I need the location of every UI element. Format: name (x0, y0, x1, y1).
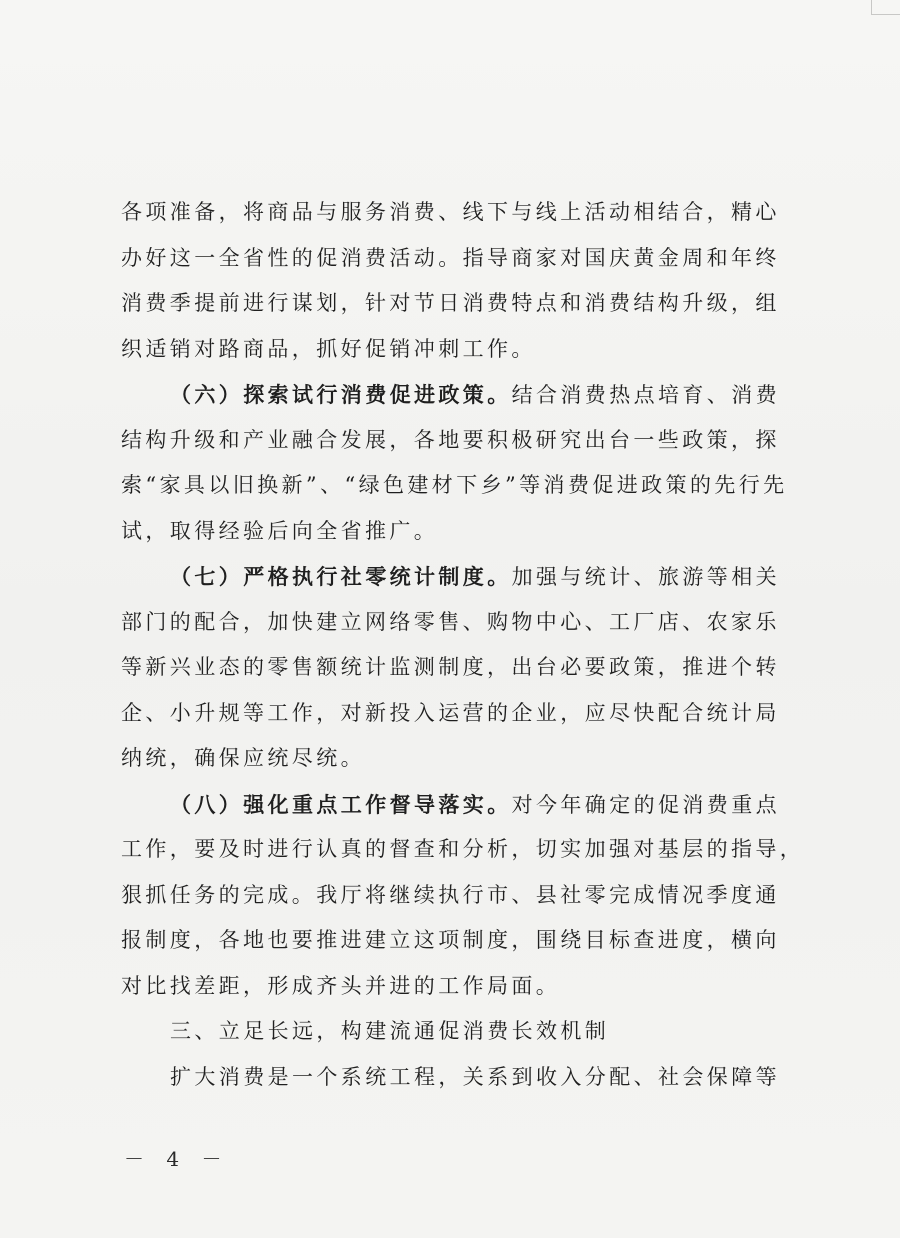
text-line: 结构升级和产业融合发展，各地要积极研究出台一些政策，探 (121, 427, 780, 452)
text-line: 各项准备，将商品与服务消费、线下与线上活动相结合，精心 (121, 200, 780, 224)
paragraph-text: 加强与统计、旅游等相关 (511, 565, 781, 589)
paragraph-first-line (121, 554, 781, 600)
text-line: 部门的配合，加快建立网络零售、购物中心、工厂店、农家乐 (121, 609, 780, 634)
text-line: 纳统，确保应统尽统。 (121, 746, 365, 770)
text-line: 企、小升规等工作，对新投入运营的企业，应尽快配合统计局 (121, 700, 780, 725)
text-line: 试，取得经验后向全省推广。 (121, 518, 439, 543)
paragraph-text: 结合消费热点培育、消费 (511, 383, 781, 407)
text-line: 报制度，各地也要推进建立这项制度，围绕目标查进度，横向 (121, 928, 780, 952)
body-text (121, 190, 805, 1100)
text-line: 工作，要及时进行认真的督查和分析，切实加强对基层的指导， (121, 837, 805, 861)
paragraph-first-line (121, 782, 781, 828)
paragraph-heading: （六）探索试行消费促进政策。 (170, 382, 512, 407)
scan-corner-mark (871, 0, 900, 15)
paragraph-first-line (121, 372, 781, 418)
text-line: 对比找差距，形成齐头并进的工作局面。 (121, 973, 561, 998)
text-line: 等新兴业态的零售额统计监测制度，出台必要政策，推进个转 (121, 655, 780, 679)
text-line: 索“家具以旧换新”、“绿色建材下乡”等消费促进政策的先行先 (121, 473, 788, 497)
text-line: 狠抓任务的完成。我厅将继续执行市、县社零完成情况季度通 (121, 882, 780, 907)
paragraph-text: 对今年确定的促消费重点 (511, 792, 781, 817)
paragraph-heading: （八）强化重点工作督导落实。 (170, 791, 512, 817)
page-number: － 4 － (124, 1147, 230, 1171)
text-line: 办好这一全省性的促消费活动。指导商家对国庆黄金周和年终 (121, 245, 780, 270)
text-line: 织适销对路商品，抓好促销冲刺工作。 (121, 336, 536, 361)
section-heading: 三、立足长远，构建流通促消费长效机制 (170, 1019, 610, 1043)
text-line: 消费季提前进行谋划，针对节日消费特点和消费结构升级，组 (121, 291, 780, 315)
text-line: 扩大消费是一个系统工程，关系到收入分配、社会保障等 (170, 1064, 780, 1089)
paragraph-heading: （七）严格执行社零统计制度。 (170, 564, 512, 589)
